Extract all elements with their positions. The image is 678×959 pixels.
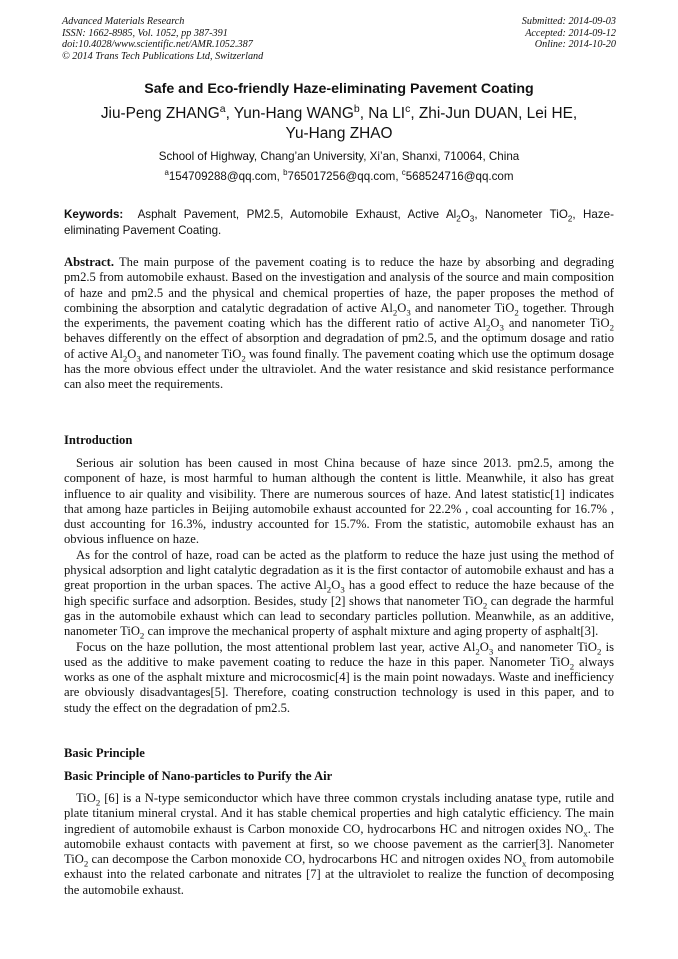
subscript: 2 [567, 214, 573, 224]
subscript: x [521, 858, 527, 869]
keywords-label: Keywords: [64, 208, 124, 221]
subscript: 3 [469, 214, 475, 224]
author-list: Jiu-Peng ZHANG$^a$, Yun-Hang WANG$^b$, Na $LI^c$, Zhi-Jun DUAN, Lei HE, Yu-Hang ZHAO [100, 103, 578, 142]
text: O [331, 578, 341, 593]
affiliation: School of Highway, Chang’an University, Xi’an, Shanxi, 710064, China [158, 150, 520, 163]
subscript: 3 [136, 353, 141, 364]
email-a[interactable]: 154709288@qq.com [168, 170, 277, 183]
author-2: Yun-Hang WANG [233, 105, 354, 122]
subscript: 3 [499, 322, 504, 333]
subscript: 2 [95, 797, 101, 808]
keywords-text: , Haze-eliminating Pavement Coating. [64, 208, 614, 237]
email-mark-c: c [401, 168, 406, 178]
text: As for the control of haze, road can be acted as the platform to reduce the haze just using the method of physical adsorption and light catalytic degradation as it is the first contactor of automobile exhaust and has a great proportion in the urban spaces. The active Al [64, 547, 614, 593]
text: TiO [76, 791, 96, 805]
subscript: 3 [406, 307, 411, 318]
subscript: 3 [340, 584, 345, 595]
text: always works as one of the asphalt mixture and microcosmic[4] is the main point nowadays. Waste and inefficiency are obviously disadvantages[5]. Therefore, coating construction technology is used in this paper, and to study the effect on the degradation of pm2.5. [64, 654, 614, 715]
introduction-body [64, 456, 614, 716]
header-left [62, 16, 263, 62]
subscript: 2 [609, 322, 614, 333]
email-mark-b: b [283, 168, 288, 178]
text: is used as the additive to make pavement coating to reduce the haze in this paper. Nanometer TiO [64, 639, 614, 669]
subscript: 2 [569, 661, 575, 672]
text: can degrade the harmful gas in the automobile exhaust which can lead to secondary particles pollution. Meanwhile, as an additive, nanometer TiO [64, 593, 614, 639]
author-3-mark: c [405, 103, 411, 115]
subscript: 2 [326, 584, 332, 595]
text: Focus on the haze pollution, the most attentional problem last year, active Al [76, 639, 476, 654]
issn: ISSN: 1662-8985, Vol. 1052, pp 387-391 [62, 27, 228, 39]
subscript: 2 [139, 630, 145, 641]
online-date: Online: 2014-10-20 [534, 39, 616, 51]
abstract-text: and nanometer TiO [410, 300, 515, 315]
keywords [64, 207, 614, 238]
abstract-text: was found finally. The pavement coating which use the optimum dosage has the more obvious effect under the ultraviolet. And the water resistance and skid resistance performance can also meet the requirements. [64, 346, 614, 392]
intro-paragraph-2 [64, 548, 614, 640]
abstract-text: behaves differently on the effect of absorption and degradation of pm2.5, and the optimum dosage and ratio of active Al [64, 331, 614, 361]
subscript: 2 [392, 307, 398, 318]
subscript: 2 [485, 322, 491, 333]
journal-name: Advanced Materials Research [62, 16, 185, 27]
abstract-label: Abstract. [64, 255, 115, 269]
subscript: 2 [596, 646, 602, 657]
email-line: $^a$154709288@qq.com, $^b$765017256@qq.com, $^c$568524716@qq.com [164, 168, 514, 183]
subscript: 2 [514, 307, 519, 318]
subscript: 2 [475, 646, 480, 657]
email-b[interactable]: 765017256@qq.com [287, 170, 396, 183]
abstract-text: O [127, 346, 137, 361]
subscript: 2 [482, 600, 488, 611]
text: can improve the mechanical property of asphalt mixture and aging property of asphalt[3]. [144, 624, 599, 639]
abstract-text: The main purpose of the pavement coating is to reduce the haze by absorbing and degrading pm2.5 from automobile exhaust. Based on the investigation and analysis of the source and main composition of haze and pm2.5 and the physical and chemical properties of haze, the paper proposes the method of combining the absorption and catalytic degradation of active Al [64, 255, 615, 315]
author-2-mark: b [353, 103, 360, 115]
email-c[interactable]: 568524716@qq.com [405, 170, 514, 183]
text: and nanometer TiO [493, 639, 597, 654]
author-1: Jiu-Peng ZHANG [100, 105, 220, 122]
abstract-text: and nanometer TiO [503, 316, 610, 331]
text: from automobile exhaust into the related carbonate and nitrates [7] at the ultraviolet to realize the function of decomposing the automobile exhaust. [64, 852, 614, 897]
text: O [479, 639, 489, 654]
text: [6] is a N-type semiconductor which have three common crystals including anatase type, rutile and plate titanium mineral crystal. And it has stable chemical properties and high catalytic efficiency. The main ingredient of automobile exhaust is Carbon monoxide CO, hydrocarbons HC and nitrogen oxides NO [64, 791, 614, 836]
author-last: Yu-Hang ZHAO [285, 125, 393, 142]
intro-paragraph-3 [64, 640, 614, 716]
submitted-date: Submitted: 2014-09-03 [521, 16, 616, 27]
subscript: 2 [83, 858, 89, 869]
text: has a good effect to reduce the haze because of the high specific surface and adsorption. Besides, study [2] shows that nanometer TiO [64, 578, 614, 608]
section-heading-introduction: Introduction [64, 433, 133, 447]
subsection-heading-nano-particles: Basic Principle of Nano-particles to Purify the Air [64, 769, 333, 783]
subscript: x [583, 828, 588, 839]
header-right [522, 16, 616, 51]
abstract-text: and nanometer TiO [140, 346, 242, 361]
authors-rest: Zhi-Jun DUAN, Lei HE, [418, 105, 578, 122]
subscript: 2 [456, 214, 461, 224]
abstract-text: O [490, 316, 500, 331]
intro-paragraph-1: Serious air solution has been caused in most China because of haze since 2013. pm2.5, among the component of haze, is most harmful to human although the content is little. Meanwhile, it also has great influence to air quality and visibility. There are numerous sources of haze. And latest statistic[1] indicates that among haze particles in Beijing automobile exhaust accounted for 22.2% , coal accounting for 16.7% , dust accounting for 16.3%, industry accounted for 15.7%. From the statistic, automobile exhaust has an obvious influence on haze. [64, 456, 614, 547]
text: can decompose the Carbon monoxide CO, hydrocarbons HC and nitrogen oxides NO [88, 852, 522, 867]
abstract-text: O [397, 300, 407, 315]
abstract-text: together. Through the experiments, the pavement coating which has the different ratio of active Al [64, 300, 614, 331]
keywords-text: , Nanometer TiO [474, 208, 568, 221]
paper-title: Safe and Eco-friendly Haze-eliminating Pavement Coating [144, 81, 534, 97]
author-1-mark: a [219, 103, 226, 115]
copyright: © 2014 Trans Tech Publications Ltd, Switzerland [62, 50, 264, 62]
email-mark-a: a [164, 168, 169, 178]
subscript: 2 [241, 353, 246, 364]
author-3: Na LI [368, 105, 406, 122]
basic-paragraph-1 [64, 791, 614, 898]
abstract [64, 255, 614, 393]
doi: doi:10.4028/www.scientific.net/AMR.1052.387 [62, 39, 253, 51]
keywords-text: Asphalt Pavement, PM2.5, Automobile Exhaust, Active Al [137, 208, 457, 221]
text: . The automobile exhaust contacts with pavement at first, so we choose pavement as the carrier[3]. Nanometer TiO [64, 821, 614, 867]
section-heading-basic-principle: Basic Principle [64, 746, 145, 760]
subscript: 2 [122, 353, 128, 364]
keywords-text: O [460, 208, 470, 221]
subscript: 3 [488, 646, 494, 657]
accepted-date: Accepted: 2014-09-12 [525, 27, 616, 39]
basic-principle-body [64, 791, 614, 898]
